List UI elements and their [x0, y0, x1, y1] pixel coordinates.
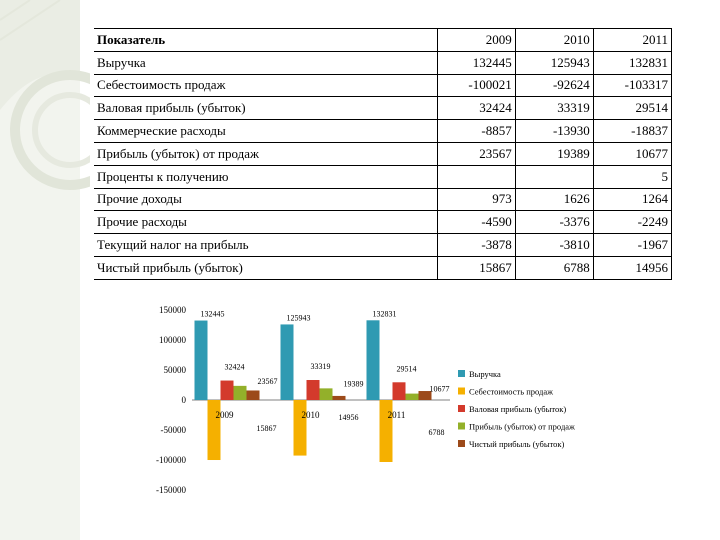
data-label: 132445	[200, 309, 225, 319]
data-label: 6788	[428, 427, 445, 437]
cell-2011: 29514	[593, 97, 671, 120]
table-row	[94, 188, 672, 211]
x-tick-label: 2011	[387, 410, 406, 420]
table-row	[94, 165, 672, 188]
legend-entry: Валовая прибыль (убыток)	[469, 404, 567, 414]
chart-svg	[140, 292, 720, 502]
bar-2-2010	[294, 400, 307, 456]
row-label: Выручка	[94, 51, 437, 74]
legend-entry: Прибыль (убыток) от продаж	[469, 421, 575, 432]
bar-3-2009	[221, 381, 234, 400]
bar-5-2009	[247, 390, 260, 400]
cell-2011: 14956	[593, 256, 671, 279]
legend-entry: Выручка	[469, 369, 501, 379]
row-label: Проценты к получению	[94, 165, 437, 188]
cell-2011: -18837	[593, 120, 671, 143]
table-row	[94, 51, 672, 74]
row-label: Прочие доходы	[94, 188, 437, 211]
cell-2010: -3810	[515, 234, 593, 257]
data-label: 125943	[286, 313, 311, 323]
cell-2011: 1264	[593, 188, 671, 211]
data-label: 19389	[343, 379, 364, 389]
cell-2009: -3878	[437, 234, 515, 257]
table-row	[94, 120, 672, 143]
bar-4-2009	[234, 386, 247, 400]
cell-2010: 6788	[515, 256, 593, 279]
data-label: 14956	[338, 412, 359, 422]
cell-2009: -100021	[437, 74, 515, 97]
legend-entry: Чистый прибыль (убыток)	[469, 439, 565, 449]
data-label: 33319	[310, 362, 331, 372]
cell-2010: 33319	[515, 97, 593, 120]
cell-2011: -2249	[593, 211, 671, 234]
row-label: Чистый прибыль (убыток)	[94, 256, 437, 279]
x-tick-label: 2010	[301, 410, 320, 420]
data-label: 32424	[224, 362, 245, 372]
data-label: 132831	[372, 309, 397, 319]
header-year-2009: 2009	[437, 29, 515, 52]
legend-swatch	[458, 405, 465, 412]
cell-2009: -4590	[437, 211, 515, 234]
cell-2009: -8857	[437, 120, 515, 143]
table-row	[94, 97, 672, 120]
data-label: 23567	[257, 376, 278, 386]
table-row	[94, 256, 672, 279]
row-label: Прочие расходы	[94, 211, 437, 234]
cell-2009: 23567	[437, 142, 515, 165]
y-tick-label: 0	[181, 395, 186, 405]
x-tick-label: 2009	[215, 410, 234, 420]
table-row	[94, 74, 672, 97]
bar-3-2011	[393, 382, 406, 400]
bar-1-2011	[367, 320, 380, 400]
cell-2011: 5	[593, 165, 671, 188]
cell-2009: 15867	[437, 256, 515, 279]
legend-swatch	[458, 388, 465, 395]
row-label: Валовая прибыль (убыток)	[94, 97, 437, 120]
background-decoration	[0, 0, 90, 540]
header-year-2010: 2010	[515, 29, 593, 52]
bar-1-2010	[281, 324, 294, 400]
y-tick-label: 150000	[159, 305, 186, 315]
row-label: Коммерческие расходы	[94, 120, 437, 143]
cell-2009	[437, 165, 515, 188]
bar-2-2009	[208, 400, 221, 460]
cell-2010: -92624	[515, 74, 593, 97]
table-row	[94, 142, 672, 165]
cell-2011: -1967	[593, 234, 671, 257]
y-tick-label: -50000	[160, 425, 186, 435]
bar-chart	[140, 292, 720, 502]
header-label: Показатель	[94, 29, 437, 52]
cell-2011: 10677	[593, 142, 671, 165]
y-tick-label: 100000	[159, 335, 186, 345]
header-year-2011: 2011	[593, 29, 671, 52]
legend-entry: Себестоимость продаж	[469, 386, 554, 397]
data-label: 10677	[429, 384, 450, 394]
bar-3-2010	[307, 380, 320, 400]
row-label: Текущий налог на прибыль	[94, 234, 437, 257]
legend-swatch	[458, 440, 465, 447]
legend-swatch	[458, 370, 465, 377]
y-tick-label: 50000	[163, 365, 186, 375]
cell-2009: 973	[437, 188, 515, 211]
cell-2010: 1626	[515, 188, 593, 211]
row-label: Себестоимость продаж	[94, 74, 437, 97]
data-label: 15867	[256, 424, 277, 434]
row-label: Прибыль (убыток) от продаж	[94, 142, 437, 165]
legend-swatch	[458, 423, 465, 430]
cell-2011: -103317	[593, 74, 671, 97]
bar-5-2010	[333, 396, 346, 400]
bar-4-2011	[406, 394, 419, 400]
cell-2010: 19389	[515, 142, 593, 165]
bar-4-2010	[320, 388, 333, 400]
y-tick-label: -100000	[156, 455, 186, 465]
cell-2009: 32424	[437, 97, 515, 120]
cell-2011: 132831	[593, 51, 671, 74]
cell-2010	[515, 165, 593, 188]
cell-2010: -13930	[515, 120, 593, 143]
data-label: 29514	[396, 364, 417, 374]
financial-table	[94, 28, 672, 280]
cell-2009: 132445	[437, 51, 515, 74]
bar-1-2009	[195, 321, 208, 400]
table-header-row	[94, 29, 672, 52]
cell-2010: -3376	[515, 211, 593, 234]
cell-2010: 125943	[515, 51, 593, 74]
y-tick-label: -150000	[156, 485, 186, 495]
table-row	[94, 234, 672, 257]
table-row	[94, 211, 672, 234]
